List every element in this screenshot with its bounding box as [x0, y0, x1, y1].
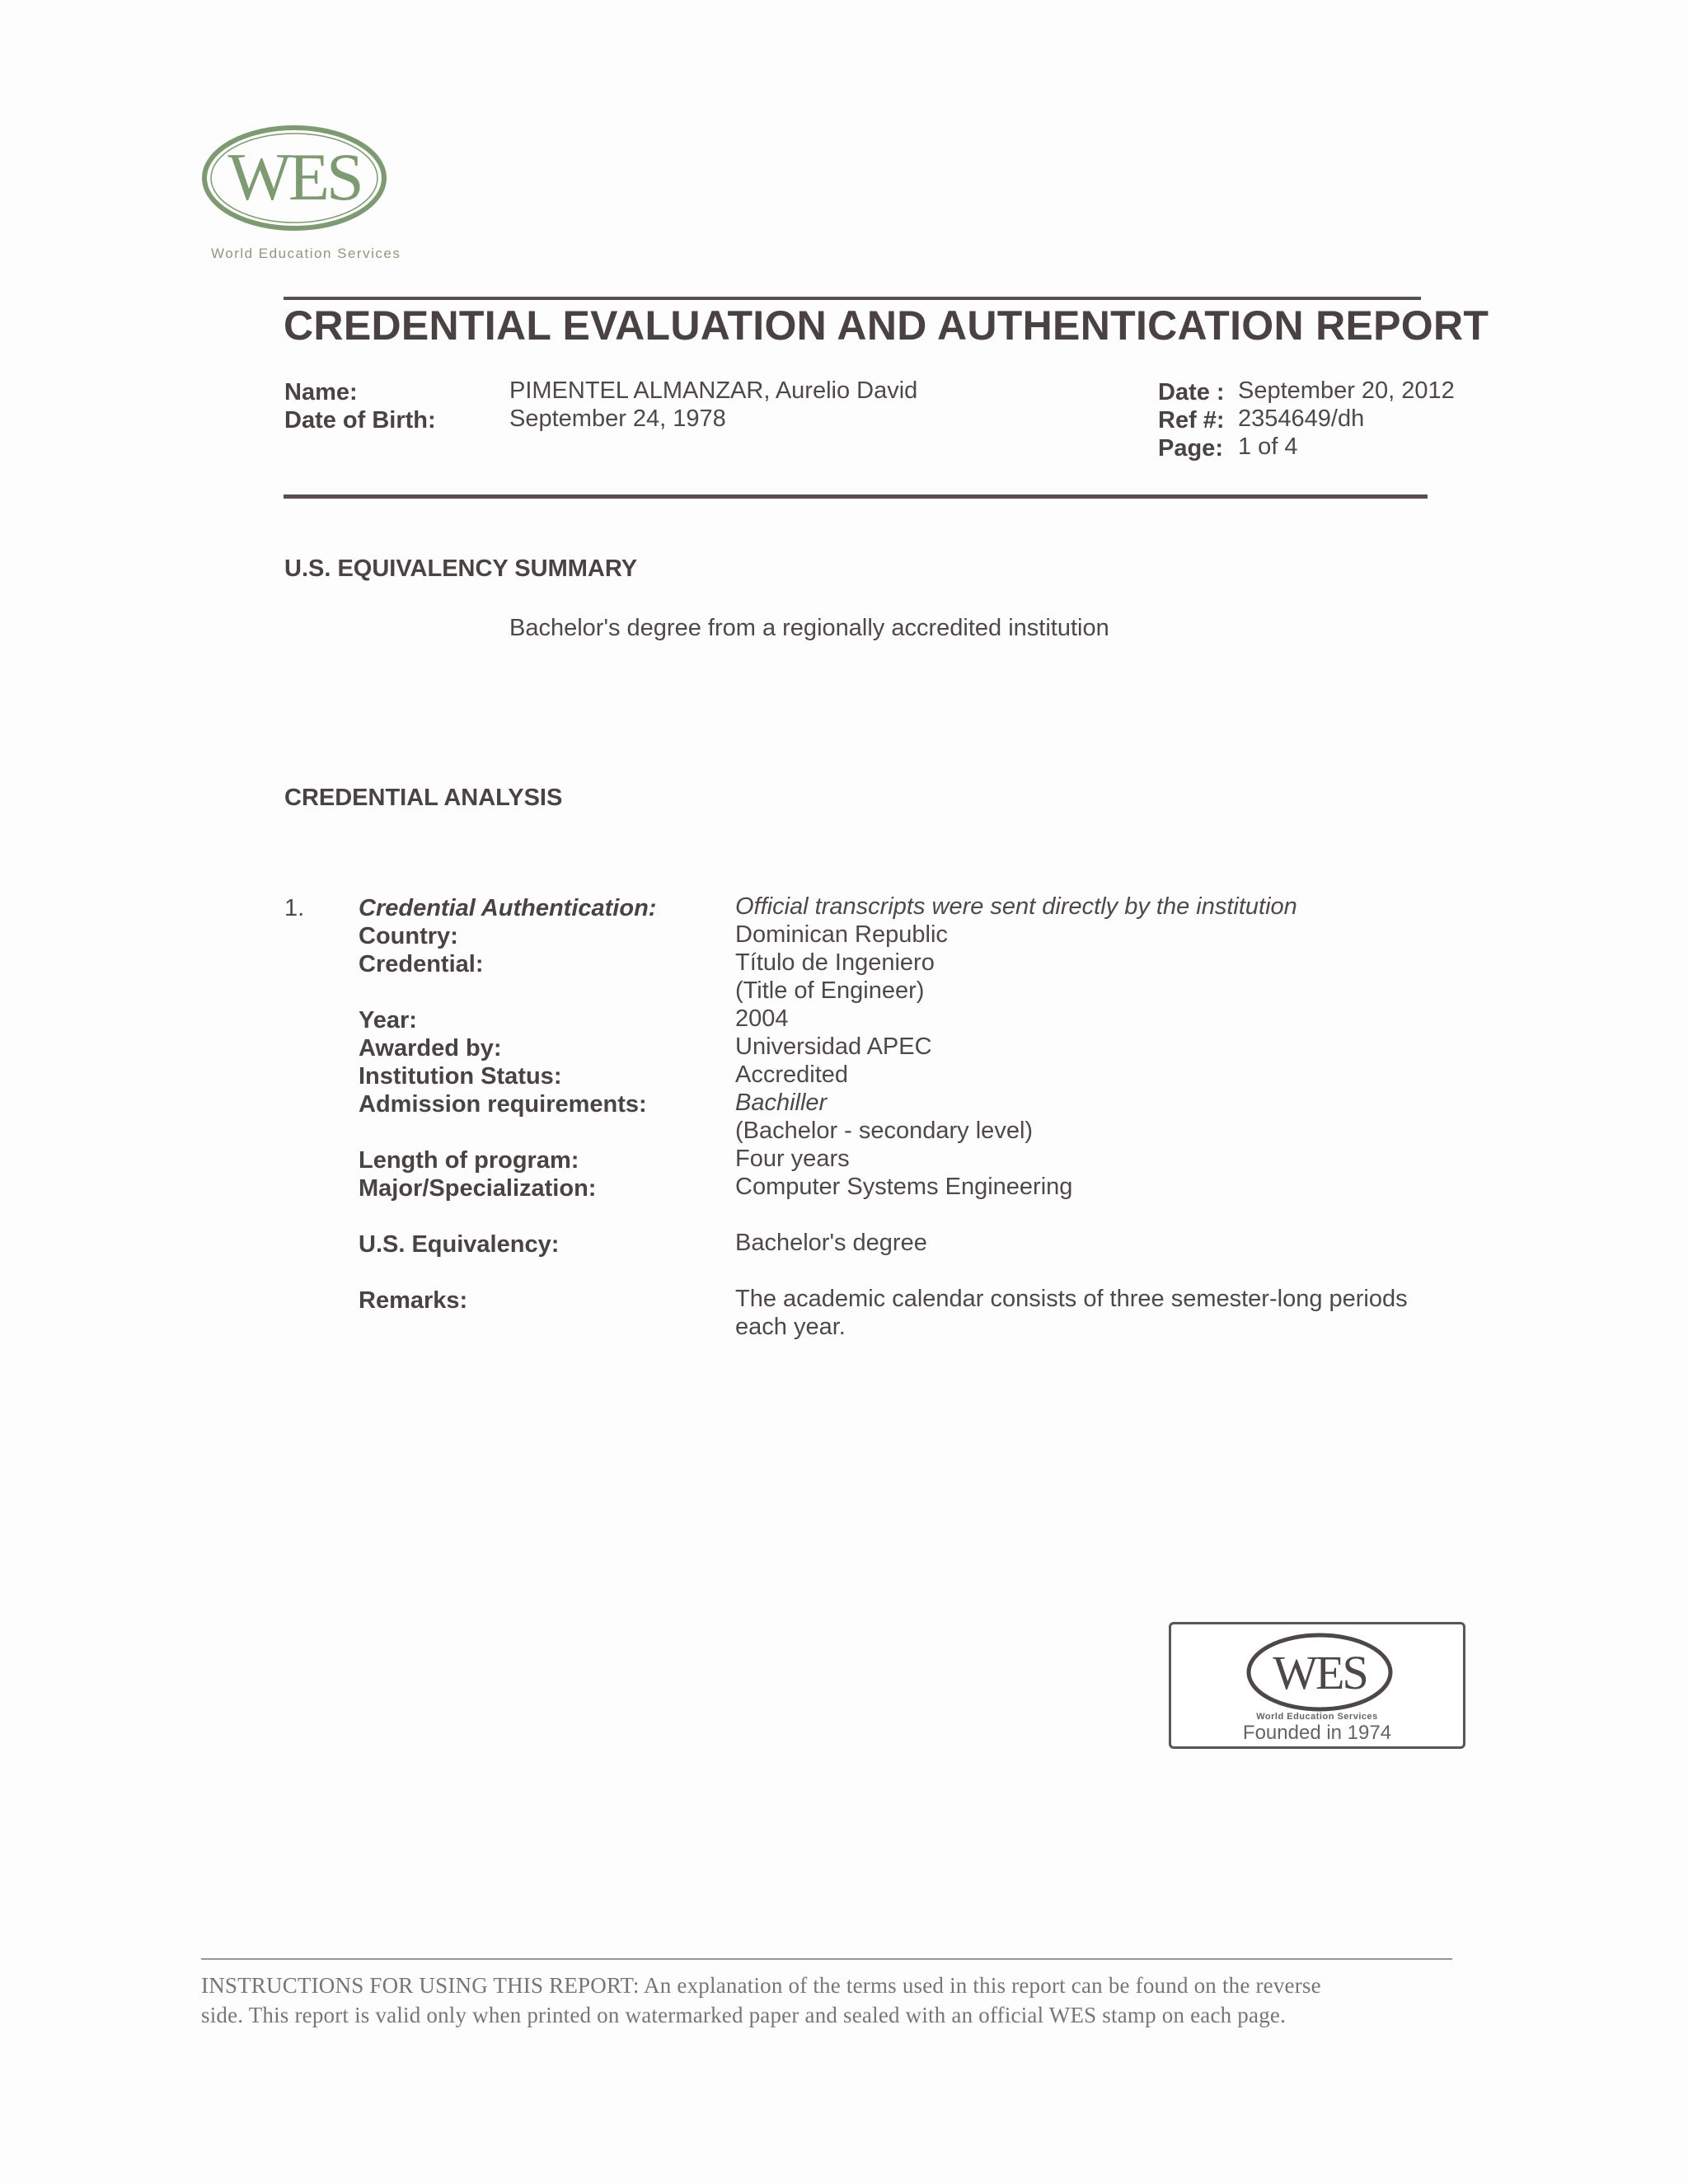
admission-value: Bachiller	[735, 1090, 828, 1116]
awarded-label: Awarded by:	[359, 1035, 502, 1062]
authentication-label: Credential Authentication:	[359, 895, 657, 921]
wes-stamp	[1169, 1622, 1465, 1749]
name-label: Name:	[284, 379, 358, 405]
remarks-line2: each year.	[735, 1314, 846, 1340]
authentication-value: Official transcripts were sent directly by the institution	[735, 893, 1297, 920]
name-value: PIMENTEL ALMANZAR, Aurelio David	[509, 377, 918, 404]
awarded-value: Universidad APEC	[735, 1033, 932, 1060]
remarks-line1: The academic calendar consists of three semester-long periods	[735, 1286, 1408, 1312]
stamp-founded: Founded in 1974	[1242, 1722, 1392, 1744]
svg-text:WES: WES	[1273, 1646, 1367, 1699]
country-value: Dominican Republic	[735, 921, 948, 948]
remarks-label: Remarks:	[359, 1287, 468, 1314]
title-top-rule	[284, 297, 1421, 300]
date-value: September 20, 2012	[1238, 377, 1455, 404]
ref-label: Ref #:	[1158, 407, 1225, 434]
stamp-subtitle: World Education Services	[1256, 1712, 1378, 1722]
status-label: Institution Status:	[359, 1063, 562, 1090]
equivalency-value: Bachelor's degree	[735, 1230, 927, 1256]
footer-line1: INSTRUCTIONS FOR USING THIS REPORT: An explanation of the terms used in this report can be found on the reverse	[201, 1973, 1321, 1998]
length-value: Four years	[735, 1146, 850, 1172]
credential-value: Título de Ingeniero	[735, 949, 935, 976]
summary-heading: U.S. EQUIVALENCY SUMMARY	[284, 555, 638, 582]
dob-value: September 24, 1978	[509, 405, 726, 432]
year-label: Year:	[359, 1007, 417, 1033]
footer-line2: side. This report is valid only when printed on watermarked paper and sealed with an official WES stamp on each page.	[201, 2003, 1287, 2027]
status-value: Accredited	[735, 1062, 849, 1088]
ref-value: 2354649/dh	[1238, 405, 1365, 432]
summary-text: Bachelor's degree from a regionally accredited institution	[509, 615, 1109, 641]
country-label: Country:	[359, 923, 458, 949]
analysis-heading: CREDENTIAL ANALYSIS	[284, 785, 563, 811]
dob-label: Date of Birth:	[284, 407, 436, 434]
footer-rule	[201, 1958, 1452, 1960]
length-label: Length of program:	[359, 1147, 579, 1174]
report-title: CREDENTIAL EVALUATION AND AUTHENTICATION REPORT	[284, 302, 1489, 349]
credential-translation: (Title of Engineer)	[735, 977, 925, 1004]
header-bottom-rule	[284, 494, 1428, 499]
credential-number: 1.	[284, 895, 305, 921]
credential-label: Credential:	[359, 951, 484, 977]
svg-text:WES: WES	[227, 139, 361, 214]
major-label: Major/Specialization:	[359, 1175, 597, 1202]
page-label: Page:	[1158, 435, 1223, 462]
date-label: Date :	[1158, 379, 1225, 405]
admission-label: Admission requirements:	[359, 1091, 647, 1118]
page-value: 1 of 4	[1238, 434, 1298, 460]
admission-translation: (Bachelor - secondary level)	[735, 1118, 1034, 1144]
year-value: 2004	[735, 1005, 789, 1032]
equivalency-label: U.S. Equivalency:	[359, 1231, 560, 1258]
logo-subtitle: World Education Services	[211, 246, 401, 261]
major-value: Computer Systems Engineering	[735, 1174, 1073, 1200]
